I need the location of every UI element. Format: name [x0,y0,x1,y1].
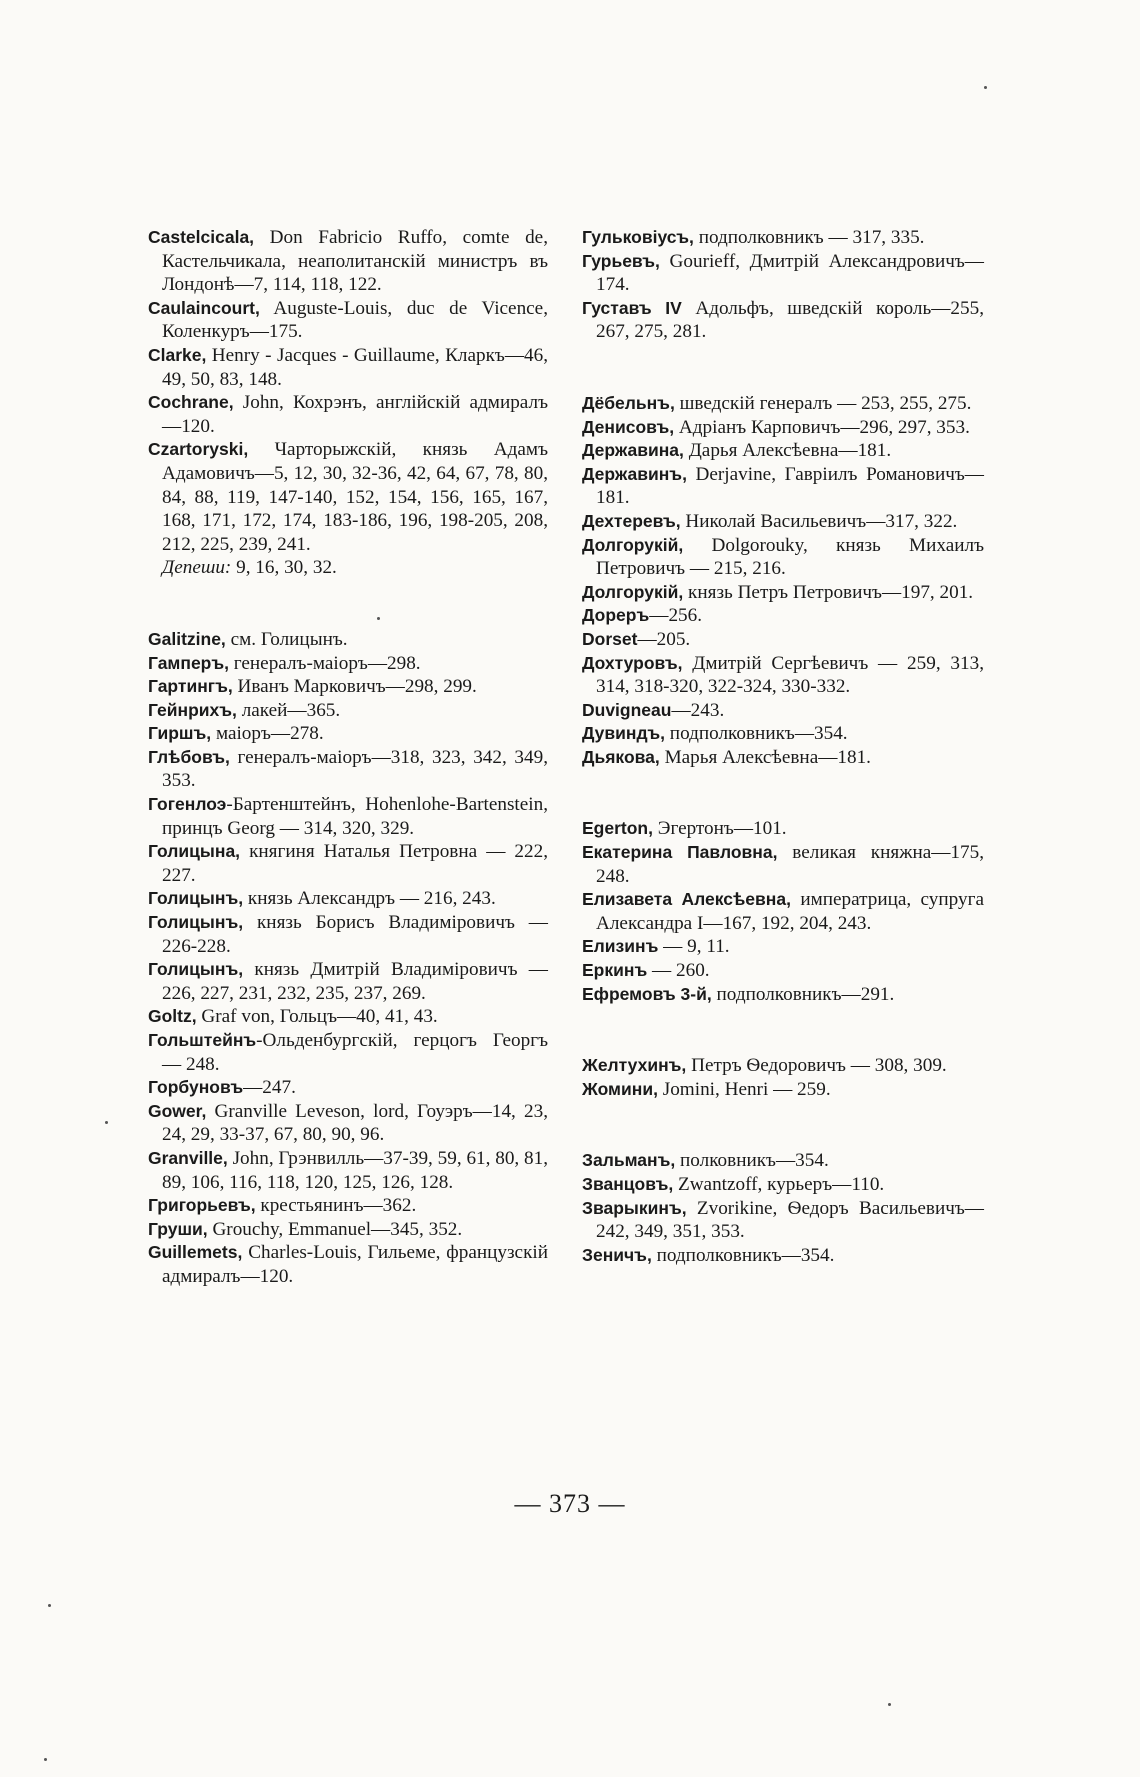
index-entry [148,1029,548,1076]
section-gap [582,1006,984,1054]
entry-heading: Granville, [148,1147,228,1168]
section-gap [582,344,984,392]
paper-speck [48,1604,51,1607]
entry-text: шведскій генералъ — 253, 255, 275. [674,392,972,414]
paper-speck [105,1121,108,1124]
index-entry [148,746,548,793]
index-entry [582,510,984,534]
index-entry [582,581,984,605]
index-entry [582,604,984,628]
entry-text: маіоръ—278. [211,723,324,745]
entry-heading: Гартингъ, [148,676,233,697]
index-entry [148,652,548,676]
entry-text: Auguste-Louis, duc de Vicence, Коленкуръ—175. [162,297,548,343]
entry-text: лакей—365. [236,699,341,721]
index-entry [148,675,548,699]
entry-heading: Гогенлоэ [148,794,227,815]
entry-heading: Дёбельнъ, [582,392,675,413]
entry-heading: Державинъ, [582,463,687,484]
index-entry [148,887,548,911]
index-entry [582,722,984,746]
entry-heading: Зварыкинъ, [582,1197,687,1218]
entry-heading: Елизинъ [582,936,659,957]
entry-heading: Cochrane, [148,392,234,413]
entry-heading: Голицына, [148,841,241,862]
entry-heading: Caulaincourt, [148,297,260,318]
entry-text: князь Дмитрій Владиміровичъ — 226, 227, 231, 232, 235, 237, 269. [162,959,548,1004]
entry-heading: Дохтуровъ, [582,652,683,673]
entry-text: полковникъ—354. [675,1150,829,1172]
section-gap [582,1101,984,1149]
entry-text: подполковникъ — 317, 335. [693,227,925,248]
paper-speck [984,86,987,89]
entry-text: Zwantzoff, курьеръ—110. [673,1174,885,1195]
index-entry [148,438,548,556]
index-entry [582,463,984,510]
entry-text: Эгертонъ—101. [652,818,787,840]
entry-heading: Зальманъ, [582,1150,676,1171]
entry-text: —247. [243,1077,296,1099]
entry-text: Адольфъ, шведскій король—255, 267, 275, 281. [596,297,984,343]
entry-text: —243. [671,699,725,721]
entry-text: генералъ-маіоръ—298. [228,652,421,674]
paper-speck [377,617,380,620]
index-entry [148,1076,548,1100]
paper-speck [44,1758,47,1761]
entry-text: подполковникъ—291. [711,983,895,1005]
entry-heading: Castelcicala, [148,227,255,247]
entry-text: Grouchy, Emmanuel—345, 352. [207,1218,463,1240]
entry-heading: Гейнрихъ, [148,699,237,720]
section-gap [582,769,984,817]
index-entry [582,983,984,1007]
entry-text: —205. [637,628,691,650]
index-entry [582,392,984,416]
entry-heading: Duvigneau [582,699,672,720]
entry-heading: Зеничъ, [582,1244,652,1265]
entry-text: Jomini, Henri — 259. [657,1078,831,1100]
page-number: — 373 — [514,1489,626,1518]
entry-heading: Долгорукій, [582,581,684,602]
entry-text: Николай Васильевичъ—317, 322. [680,510,958,532]
entry-heading: Глѣбовъ, [148,746,230,767]
paper-speck [888,1703,891,1706]
entry-heading: Дореръ [582,605,650,626]
entry-text: Дмитрій Сергѣевичъ — 259, 313, 314, 318-320, 322-324, 330-332. [596,652,984,698]
entry-text: см. Голицынъ. [225,628,348,650]
index-entry [582,746,984,770]
entry-heading: Голицынъ, [148,888,244,909]
index-entry [582,250,984,297]
index-entry [148,840,548,887]
entry-text: -Ольденбургскій, герцогъ Георгъ — 248. [162,1030,548,1075]
entry-text: подполковникъ—354. [651,1244,835,1266]
entry-heading: Жомини, [582,1078,658,1099]
index-column-right [582,226,984,1267]
index-entry [582,841,984,888]
index-entry [148,297,548,344]
entry-text: -Бартенштейнъ, Hohenlohe-Bartenstein, принцъ Georg — 314, 320, 329. [162,794,548,839]
entry-text: княгиня Наталья Петровна — 222, 227. [162,841,548,886]
entry-text: подполковникъ—354. [665,723,848,745]
entry-heading: Гурьевъ, [582,250,660,271]
index-entry [582,959,984,983]
entry-text: князь Александръ — 216, 243. [243,888,496,910]
entry-text: Granville Leveson, lord, Гоуэръ—14, 23, 24, 29, 33-37, 67, 80, 90, 96. [162,1100,548,1146]
index-entry [582,439,984,463]
entry-heading: Голицынъ, [148,912,244,933]
index-entry [148,1241,548,1288]
entry-text: Чарторыжскій, князь Адамъ Адамовичъ—5, 12, 30, 32-36, 42, 64, 67, 78, 80, 84, 88, 119, 147-140, 152, 154, 156, 165, 167, 168, 171, 172, 174, 183-186, 196, 198-205, 208, 212, 225, 239, 241. [162,439,548,555]
index-entry [148,1194,548,1218]
index-entry [582,817,984,841]
index-entry [582,628,984,652]
entry-heading: Guillemets, [148,1242,243,1263]
index-entry [148,628,548,652]
index-entry [148,1100,548,1147]
index-entry [582,1244,984,1268]
index-entry [582,888,984,935]
index-entry [148,958,548,1005]
entry-text: великая княжна—175, 248. [596,842,985,887]
entry-heading: Голицынъ, [148,959,244,980]
entry-text: Zvorikine, Ѳедоръ Васильевичъ—242, 349, 351, 353. [596,1197,984,1243]
entry-heading: Густавъ IV [582,297,682,318]
entry-text: 9, 16, 30, 32. [231,557,337,579]
section-gap [148,580,548,628]
index-entry [582,416,984,440]
entry-heading: Goltz, [148,1006,197,1027]
entry-heading: Званцовъ, [582,1174,674,1194]
entry-heading: Gower, [148,1100,207,1121]
entry-heading: Clarke, [148,344,207,365]
entry-heading: Горбуновъ [148,1077,244,1098]
index-entry [148,722,548,746]
entry-subheading: Депеши: [162,557,232,579]
entry-text: Адріанъ Карповичъ—296, 297, 353. [674,416,970,438]
index-entry [582,699,984,723]
entry-heading: Григорьевъ, [148,1195,256,1216]
entry-text: крестьянинъ—362. [255,1195,417,1217]
index-column-left [148,226,548,1289]
entry-heading: Екатерина Павловна, [582,842,778,863]
entry-heading: Дехтеревъ, [582,510,681,531]
entry-heading: Дьякова, [582,746,660,767]
index-entry [148,1147,548,1194]
entry-text: — 260. [647,960,710,982]
entry-heading: Елизавета Алексѣевна, [582,889,791,910]
entry-heading: Egerton, [582,818,653,839]
entry-heading: Еркинъ [582,960,648,981]
entry-text: князь Петръ Петровичъ—197, 201. [683,581,974,603]
entry-heading: Гиршъ, [148,723,212,744]
index-entry [148,911,548,958]
index-entry [148,391,548,438]
entry-text: Петръ Ѳедоровичъ — 308, 309. [686,1055,947,1077]
index-entry [582,297,984,344]
entry-text: Henry - Jacques - Guillaume, Кларкъ—46, 49, 50, 83, 148. [162,344,548,390]
index-entry [582,652,984,699]
entry-heading: Galitzine, [148,628,226,649]
entry-text: —256. [649,605,703,627]
entry-text: John, Кохрэнъ, англійскій адмиралъ—120. [162,392,548,437]
index-entry [582,1197,984,1244]
entry-heading: Czartoryski, [148,439,249,460]
entry-heading: Гольштейнъ [148,1030,257,1050]
entry-text: — 9, 11. [658,936,730,958]
entry-text: императрица, супруга Александра I—167, 192, 204, 243. [596,889,984,934]
entry-text: Charles-Louis, Гильеме, французскій адмиралъ—120. [162,1242,548,1287]
index-entry [148,1218,548,1242]
index-entry [582,1054,984,1078]
index-entry [148,793,548,840]
index-entry [582,1173,984,1197]
entry-heading: Желтухинъ, [582,1055,687,1076]
index-entry [148,344,548,391]
entry-heading: Dorset [582,628,638,649]
index-entry [148,1005,548,1029]
index-entry [148,226,548,297]
entry-text: Dolgorouky, князь Михаилъ Петровичъ — 215, 216. [596,534,984,580]
entry-heading: Державина, [582,440,684,461]
entry-text: Graf von, Гольцъ—40, 41, 43. [196,1006,438,1028]
index-entry [582,534,984,581]
entry-text: Иванъ Марковичъ—298, 299. [232,676,477,698]
entry-text: John, Грэнвилль—37-39, 59, 61, 80, 81, 89, 106, 116, 118, 120, 125, 126, 128. [162,1147,548,1193]
entry-heading: Гульковіусъ, [582,227,694,247]
index-entry [582,1149,984,1173]
entry-text: Gourieff, Дмитрій Александровичъ—174. [596,250,984,296]
index-entry [148,556,548,580]
index-entry [582,1078,984,1102]
entry-heading: Груши, [148,1218,208,1239]
entry-heading: Дувиндъ, [582,723,665,744]
entry-heading: Денисовъ, [582,416,675,437]
index-entry [148,699,548,723]
entry-heading: Долгорукій, [582,534,684,555]
entry-heading: Ефремовъ 3-й, [582,983,712,1004]
index-entry [582,226,984,250]
entry-text: Марья Алексѣевна—181. [659,746,871,768]
entry-text: генералъ-маіоръ—318, 323, 342, 349, 353. [162,746,548,792]
entry-text: князь Борисъ Владиміровичъ — 226-228. [162,912,548,957]
entry-text: Derjavine, Гавріилъ Романовичъ—181. [596,463,984,509]
index-entry [582,935,984,959]
entry-text: Дарья Алексѣевна—181. [683,440,892,462]
entry-text: Don Fabricio Ruffo, comte de, Кастельчикала, неаполитанскій министръ въ Лондонѣ—7, 114, 118, 122. [162,227,548,296]
entry-heading: Гамперъ, [148,652,229,673]
